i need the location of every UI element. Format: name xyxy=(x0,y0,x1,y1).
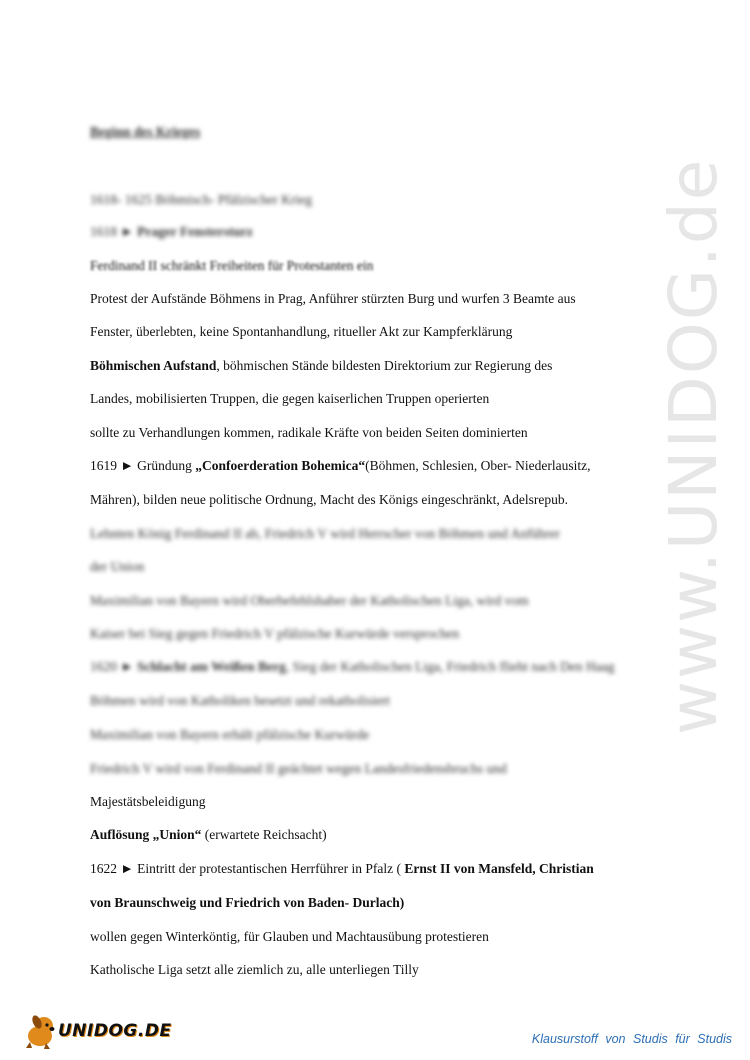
blurred-line: der Union xyxy=(90,559,145,574)
text-span: 1622 ► Eintritt der protestantischen Herrführer in Pfalz ( xyxy=(90,861,405,876)
blurred-line: Friedrich V wird von Ferdinand II geächtet wegen Landesfriedensbruchs und xyxy=(90,761,507,776)
text-line: Katholische Liga setzt alle ziemlich zu, alle unterliegen Tilly xyxy=(90,962,419,977)
text-span: , böhmischen Stände bildesten Direktorium zur Regierung des xyxy=(216,358,553,373)
text-line: von Braunschweig und Friedrich von Baden- Durlach) xyxy=(90,895,405,910)
bold-term: Böhmischen Aufstand xyxy=(90,358,217,373)
bold-term: „Confoerderation Bohemica“ xyxy=(195,458,366,473)
blurred-line: Maximilian von Bayern erhält pfälzische Kurwürde xyxy=(90,727,370,742)
bold-term: Ernst II von Mansfeld, Christian xyxy=(404,861,594,876)
blurred-line xyxy=(90,659,615,675)
bold-term: Schlacht am Weißen Berg xyxy=(137,659,286,674)
blurred-line: 1618- 1625 Böhmisch- Pfälzischer Krieg xyxy=(90,192,312,207)
year: 1618 xyxy=(90,224,117,239)
blurred-line xyxy=(90,224,253,240)
event-title: Prager Fenstersturz xyxy=(137,224,253,239)
text-line: wollen gegen Winterköntig, für Glauben und Machtausübung protestieren xyxy=(90,929,489,944)
text-span: (erwartete Reichsacht) xyxy=(201,827,327,842)
text-line: Landes, mobilisierten Truppen, die gegen kaiserlichen Truppen operierten xyxy=(90,391,490,406)
text-line xyxy=(90,458,591,474)
text-line xyxy=(90,358,552,374)
blurred-line: Lehnten König Ferdinand II ab, Friedrich V wird Herrscher von Böhmen und Anführer xyxy=(90,526,561,541)
text-span: 1620 ► xyxy=(90,659,138,674)
blurred-line: Böhmen wird von Katholiken besetzt und rekatholisiert xyxy=(90,693,390,708)
logo-text: UNIDOG.DE xyxy=(58,1021,172,1041)
text-span: 1619 ► Gründung xyxy=(90,458,196,473)
text-span: (Böhmen, Schlesien, Ober- Niederlausitz, xyxy=(365,458,591,473)
blurred-line: Kaiser bei Sieg gegen Friedrich V pfälzische Kurwürde versprochen xyxy=(90,626,460,641)
footer-tagline: Klausurstoff von Studis für Studis xyxy=(531,1032,732,1046)
blurred-line: Maximilian von Bayern wird Oberbefehlshaber der Katholischen Liga, wird vom xyxy=(90,593,529,608)
arrow-icon: ► xyxy=(120,224,134,239)
page-heading: Beginn des Krieges xyxy=(90,124,201,139)
text-span: , Sieg der Katholischen Liga, Friedrich flieht nach Den Haag xyxy=(285,659,615,674)
unidog-logo[interactable] xyxy=(20,1012,172,1050)
dog-mascot-icon xyxy=(20,1012,58,1050)
bold-term: Auflösung „Union“ xyxy=(90,827,202,842)
text-line xyxy=(90,827,327,843)
text-line: Mähren), bilden neue politische Ordnung, Macht des Königs eingeschränkt, Adelsrepub. xyxy=(90,492,569,507)
text-line: Majestätsbeleidigung xyxy=(90,794,206,809)
text-line xyxy=(90,861,594,877)
text-line: sollte zu Verhandlungen kommen, radikale Kräfte von beiden Seiten dominierten xyxy=(90,425,528,440)
text-line: Protest der Aufstände Böhmens in Prag, Anführer stürzten Burg und wurfen 3 Beamte aus xyxy=(90,291,576,306)
watermark: www.UNIDOG.de xyxy=(655,157,732,735)
text-line: Ferdinand II schränkt Freiheiten für Protestanten ein xyxy=(90,258,374,273)
text-line: Fenster, überlebten, keine Spontanhandlung, ritueller Akt zur Kampferklärung xyxy=(90,324,513,339)
